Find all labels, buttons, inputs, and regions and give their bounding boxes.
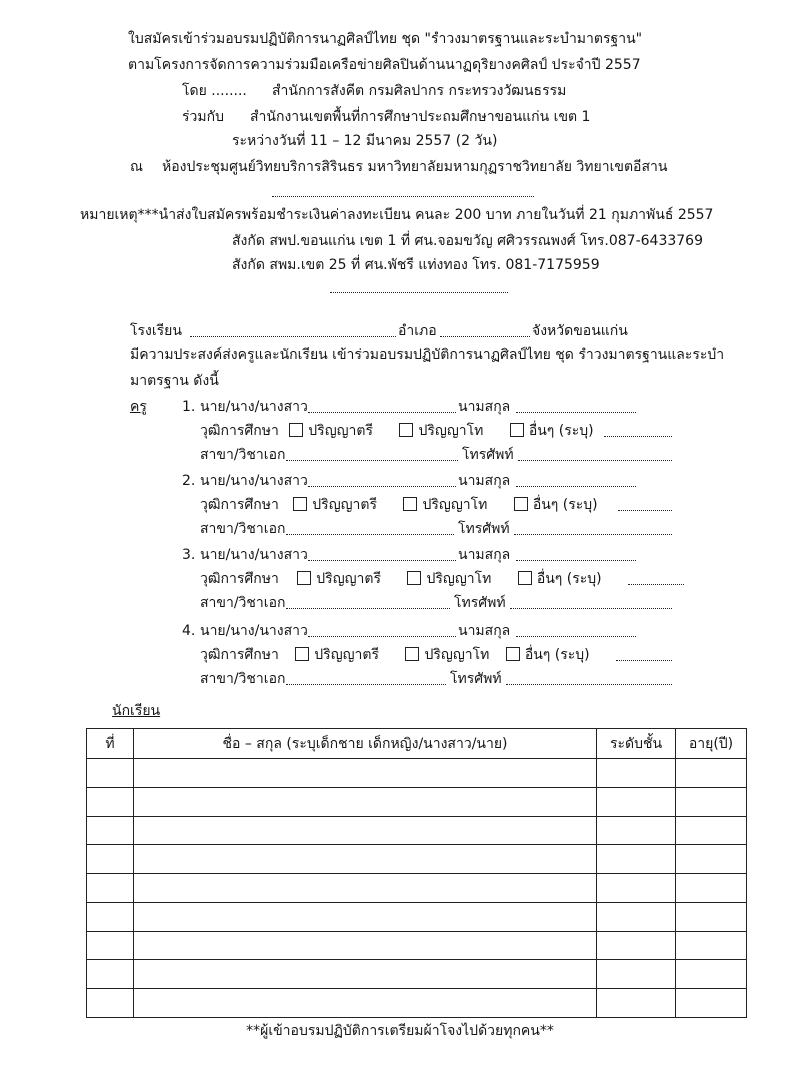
col-number-header: ที่ [87,729,134,759]
cell-grade[interactable] [597,874,676,903]
cell-grade[interactable] [597,989,676,1018]
cell-name[interactable] [134,989,597,1018]
cell-age[interactable] [676,874,747,903]
cell-number[interactable] [87,931,134,960]
phone-label: โทรศัพท์ [454,595,506,611]
phone-label: โทรศัพท์ [450,671,502,687]
surname-label: นามสกุล [458,399,511,415]
separator-dots [330,292,508,293]
teacher-heading: ครู [130,399,147,415]
cell-name[interactable] [134,845,597,874]
students-heading: นักเรียน [112,703,161,719]
cell-grade[interactable] [597,931,676,960]
name-prefix-label: นาย/นาง/นางสาว [200,623,308,639]
teacher-3-phone-input[interactable] [510,608,672,609]
partner-label: ร่วมกับ [182,109,224,125]
bachelor-label: ปริญญาตรี [314,647,380,663]
other-checkbox[interactable] [514,497,528,511]
cell-age[interactable] [676,759,747,788]
education-row [200,422,594,440]
cell-name[interactable] [134,787,597,816]
cell-grade[interactable] [597,816,676,845]
other-label: อื่นๆ (ระบุ) [532,497,598,513]
table-row [87,902,747,931]
table-row [87,931,747,960]
teacher-3-name-input[interactable] [308,560,456,561]
teacher-3-number: 3. [182,547,196,563]
contact-1: สังกัด สพป.ขอนแก่น เขต 1 ที่ ศน.จอมขวัญ ศศิวรรณพงศ์ โทร.087-6433769 [232,233,703,249]
master-checkbox[interactable] [405,647,419,661]
intent-line-2: มาตรฐาน ดังนี้ [130,373,219,389]
teacher-1-phone-input[interactable] [518,460,672,461]
cell-grade[interactable] [597,787,676,816]
bachelor-checkbox[interactable] [293,497,307,511]
col-name-header: ชื่อ – สกุล (ระบุเด็กชาย เด็กหญิง/นางสาว/นาย) [134,729,597,759]
name-prefix-label: นาย/นาง/นางสาว [200,399,308,415]
surname-label: นามสกุล [458,623,511,639]
intent-line: มีความประสงค์ส่งครูและนักเรียน เข้าร่วมอบรมปฏิบัติการนาฏศิลป์ไทย ชุด รำวงมาตรฐานและระบำ [130,347,725,363]
other-checkbox[interactable] [506,647,520,661]
cell-name[interactable] [134,816,597,845]
venue-label: ณ [130,159,143,175]
teacher-1-name-input[interactable] [308,412,456,413]
table-row [87,759,747,788]
cell-name[interactable] [134,931,597,960]
cell-age[interactable] [676,989,747,1018]
major-label: สาขา/วิชาเอก [200,595,286,611]
col-age-header: อายุ(ปี) [676,729,747,759]
teacher-4-surname-input[interactable] [516,636,636,637]
cell-number[interactable] [87,759,134,788]
cell-grade[interactable] [597,902,676,931]
surname-label: นามสกุล [458,547,511,563]
education-label: วุฒิการศึกษา [200,497,279,513]
col-grade-header: ระดับชั้น [597,729,676,759]
table-row [87,787,747,816]
master-label: ปริญญาโท [426,571,492,587]
project-line: ตามโครงการจัดการความร่วมมือเครือข่ายศิลปินด้านนาฏดุริยางคศิลป์ ประจำปี 2557 [128,57,641,73]
teacher-1-number: 1. [182,399,196,415]
education-row [200,496,598,514]
cell-grade[interactable] [597,845,676,874]
teacher-4-name-input[interactable] [308,636,456,637]
master-checkbox[interactable] [399,423,413,437]
cell-grade[interactable] [597,759,676,788]
cell-name[interactable] [134,759,597,788]
teacher-2-number: 2. [182,473,196,489]
surname-label: นามสกุล [458,473,511,489]
other-checkbox[interactable] [510,423,524,437]
cell-number[interactable] [87,787,134,816]
major-label: สาขา/วิชาเอก [200,521,286,537]
other-checkbox[interactable] [518,571,532,585]
partner-value: สำนักงานเขตพื้นที่การศึกษาประถมศึกษาขอนแก่น เขต 1 [250,109,591,125]
master-checkbox[interactable] [407,571,421,585]
name-prefix-label: นาย/นาง/นางสาว [200,547,308,563]
education-row [200,646,590,664]
cell-name[interactable] [134,902,597,931]
cell-age[interactable] [676,902,747,931]
cell-number[interactable] [87,874,134,903]
bachelor-checkbox[interactable] [297,571,311,585]
cell-number[interactable] [87,816,134,845]
cell-age[interactable] [676,960,747,989]
note-line: หมายเหตุ***นำส่งใบสมัครพร้อมชำระเงินค่าลงทะเบียน คนละ 200 บาท ภายในวันที่ 21 กุมภาพันธ์ 2557 [80,207,714,223]
cell-age[interactable] [676,931,747,960]
table-row [87,816,747,845]
teacher-4-other-input[interactable] [616,660,672,661]
cell-age[interactable] [676,816,747,845]
cell-name[interactable] [134,960,597,989]
cell-number[interactable] [87,960,134,989]
cell-number[interactable] [87,989,134,1018]
master-checkbox[interactable] [403,497,417,511]
education-label: วุฒิการศึกษา [200,423,279,439]
other-label: อื่นๆ (ระบุ) [524,647,590,663]
teacher-2-surname-input[interactable] [516,486,636,487]
venue-value: ห้องประชุมศูนย์วิทยบริการสิรินธร มหาวิทยาลัยมหามกุฏราชวิทยาลัย วิทยาเขตอีสาน [162,159,668,175]
event-dates: ระหว่างวันที่ 11 – 12 มีนาคม 2557 (2 วัน) [232,133,498,149]
education-label: วุฒิการศึกษา [200,571,279,587]
bachelor-label: ปริญญาตรี [308,423,374,439]
other-label: อื่นๆ (ระบุ) [536,571,602,587]
name-prefix-label: นาย/นาง/นางสาว [200,473,308,489]
district-label: อำเภอ [398,323,437,339]
teacher-1-other-input[interactable] [604,436,672,437]
bachelor-checkbox[interactable] [289,423,303,437]
teacher-1-major-input[interactable] [286,460,458,461]
contact-2: สังกัด สพม.เขต 25 ที่ ศน.พัชรี แท่งทอง โทร. 081-7175959 [232,257,600,273]
bachelor-checkbox[interactable] [295,647,309,661]
teacher-2-phone-input[interactable] [514,534,672,535]
phone-label: โทรศัพท์ [462,447,514,463]
education-label: วุฒิการศึกษา [200,647,279,663]
teacher-3-other-input[interactable] [628,584,684,585]
teacher-1-surname-input[interactable] [516,412,636,413]
district-input[interactable] [440,336,530,337]
teacher-4-major-input[interactable] [286,684,446,685]
teacher-3-surname-input[interactable] [516,560,636,561]
teacher-4-number: 4. [182,623,196,639]
education-row [200,570,602,588]
table-row [87,845,747,874]
teacher-2-name-input[interactable] [308,486,456,487]
footer-note: **ผู้เข้าอบรมปฏิบัติการเตรียมผ้าโจงไปด้วยทุกคน** [246,1023,554,1039]
students-table [86,728,747,1018]
cell-grade[interactable] [597,960,676,989]
table-row [87,960,747,989]
cell-number[interactable] [87,902,134,931]
master-label: ปริญญาโท [424,647,490,663]
province-label: จังหวัดขอนแก่น [532,323,628,339]
phone-label: โทรศัพท์ [458,521,510,537]
major-label: สาขา/วิชาเอก [200,671,286,687]
organizer-value: สำนักการสังคีต กรมศิลปากร กระทรวงวัฒนธรรม [272,83,567,99]
school-label: โรงเรียน [130,323,182,339]
teacher-2-major-input[interactable] [286,534,454,535]
master-label: ปริญญาโท [418,423,484,439]
school-input[interactable] [190,336,396,337]
cell-number[interactable] [87,845,134,874]
separator-dots [272,196,534,197]
cell-name[interactable] [134,874,597,903]
cell-age[interactable] [676,787,747,816]
teacher-3-major-input[interactable] [286,608,450,609]
form-title: ใบสมัครเข้าร่วมอบรมปฏิบัติการนาฏศิลป์ไทย ชุด "รำวงมาตรฐานและระบำมาตรฐาน" [128,31,643,47]
table-header-row [87,729,747,759]
teacher-2-other-input[interactable] [618,510,672,511]
cell-age[interactable] [676,845,747,874]
teacher-4-phone-input[interactable] [506,684,672,685]
major-label: สาขา/วิชาเอก [200,447,286,463]
other-label: อื่นๆ (ระบุ) [528,423,594,439]
master-label: ปริญญาโท [422,497,488,513]
organizer-label: โดย ........ [182,83,247,99]
bachelor-label: ปริญญาตรี [312,497,378,513]
table-row [87,874,747,903]
bachelor-label: ปริญญาตรี [316,571,382,587]
table-row [87,989,747,1018]
